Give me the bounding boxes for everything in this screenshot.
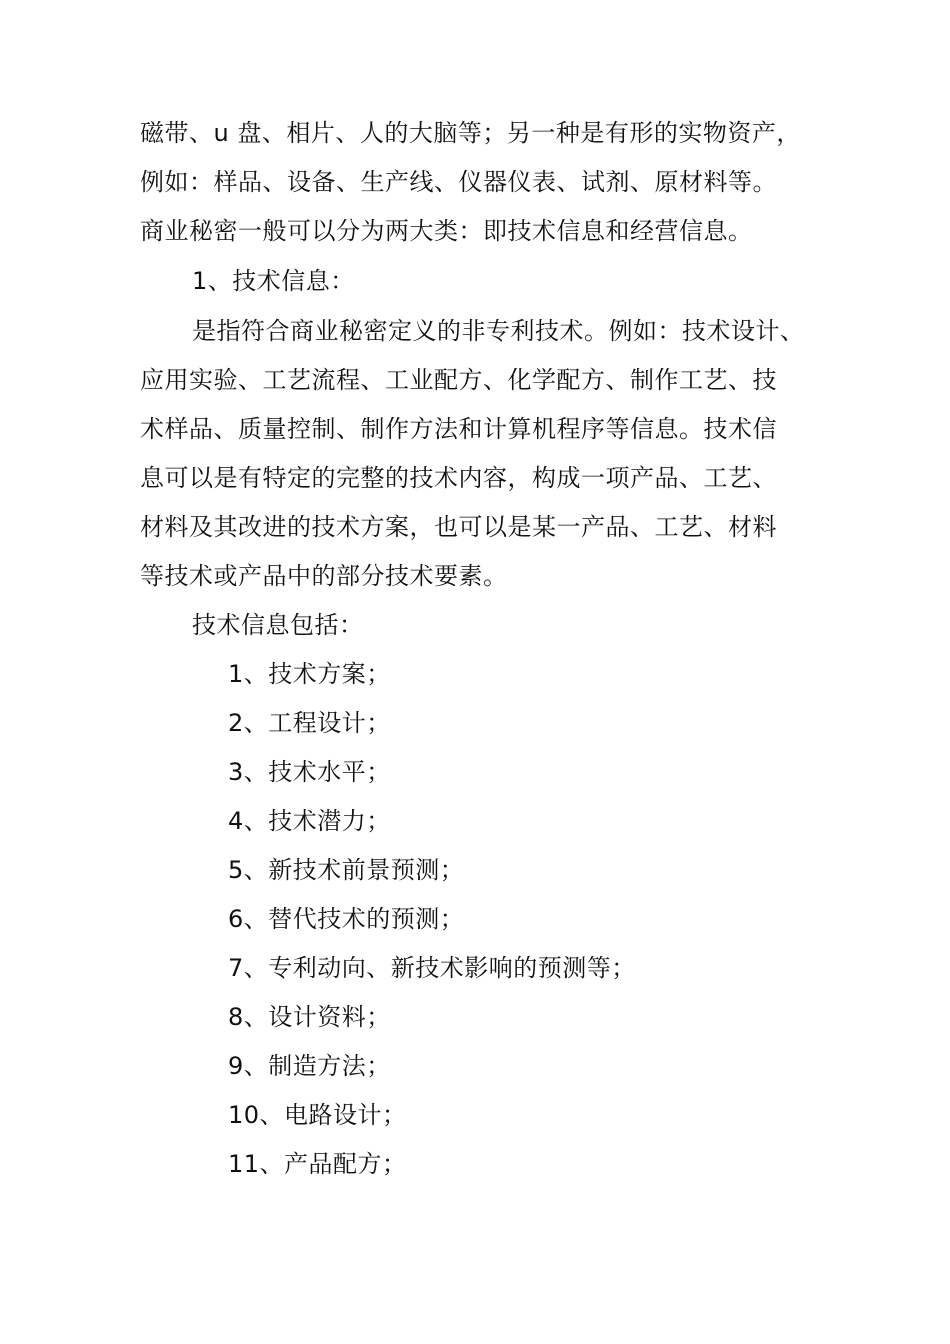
definition-line-1: 是指符合商业秘密定义的非专利技术。例如：技术设计、 [192, 317, 805, 345]
section-heading: 1、技术信息： [192, 267, 355, 295]
list-item: 5、新技术前景预测； [228, 856, 465, 884]
definition-line-6: 等技术或产品中的部分技术要素。 [140, 562, 508, 590]
definition-line-2: 应用实验、工艺流程、工业配方、化学配方、制作工艺、技 [140, 366, 777, 394]
list-item: 4、技术潜力； [228, 807, 391, 835]
intro-line-3: 商业秘密一般可以分为两大类：即技术信息和经营信息。 [140, 217, 753, 245]
list-item: 1、技术方案； [228, 660, 391, 688]
definition-line-3: 术样品、质量控制、制作方法和计算机程序等信息。技术信 [140, 415, 777, 443]
list-item: 6、替代技术的预测； [228, 905, 465, 933]
list-item: 11、产品配方； [228, 1150, 407, 1178]
list-item: 3、技术水平； [228, 758, 391, 786]
intro-line-2: 例如：样品、设备、生产线、仪器仪表、试剂、原材料等。 [140, 168, 777, 196]
list-item: 8、设计资料； [228, 1003, 391, 1031]
definition-line-4: 息可以是有特定的完整的技术内容，构成一项产品、工艺、 [140, 464, 777, 492]
list-item: 7、专利动向、新技术影响的预测等； [228, 954, 636, 982]
intro-line-1: 磁带、u 盘、相片、人的大脑等；另一种是有形的实物资产， [140, 119, 801, 147]
list-item: 9、制造方法； [228, 1052, 391, 1080]
list-item: 2、工程设计； [228, 709, 391, 737]
list-item: 10、电路设计； [228, 1101, 407, 1129]
list-heading: 技术信息包括： [192, 611, 364, 639]
definition-line-5: 材料及其改进的技术方案，也可以是某一产品、工艺、材料 [140, 513, 777, 541]
